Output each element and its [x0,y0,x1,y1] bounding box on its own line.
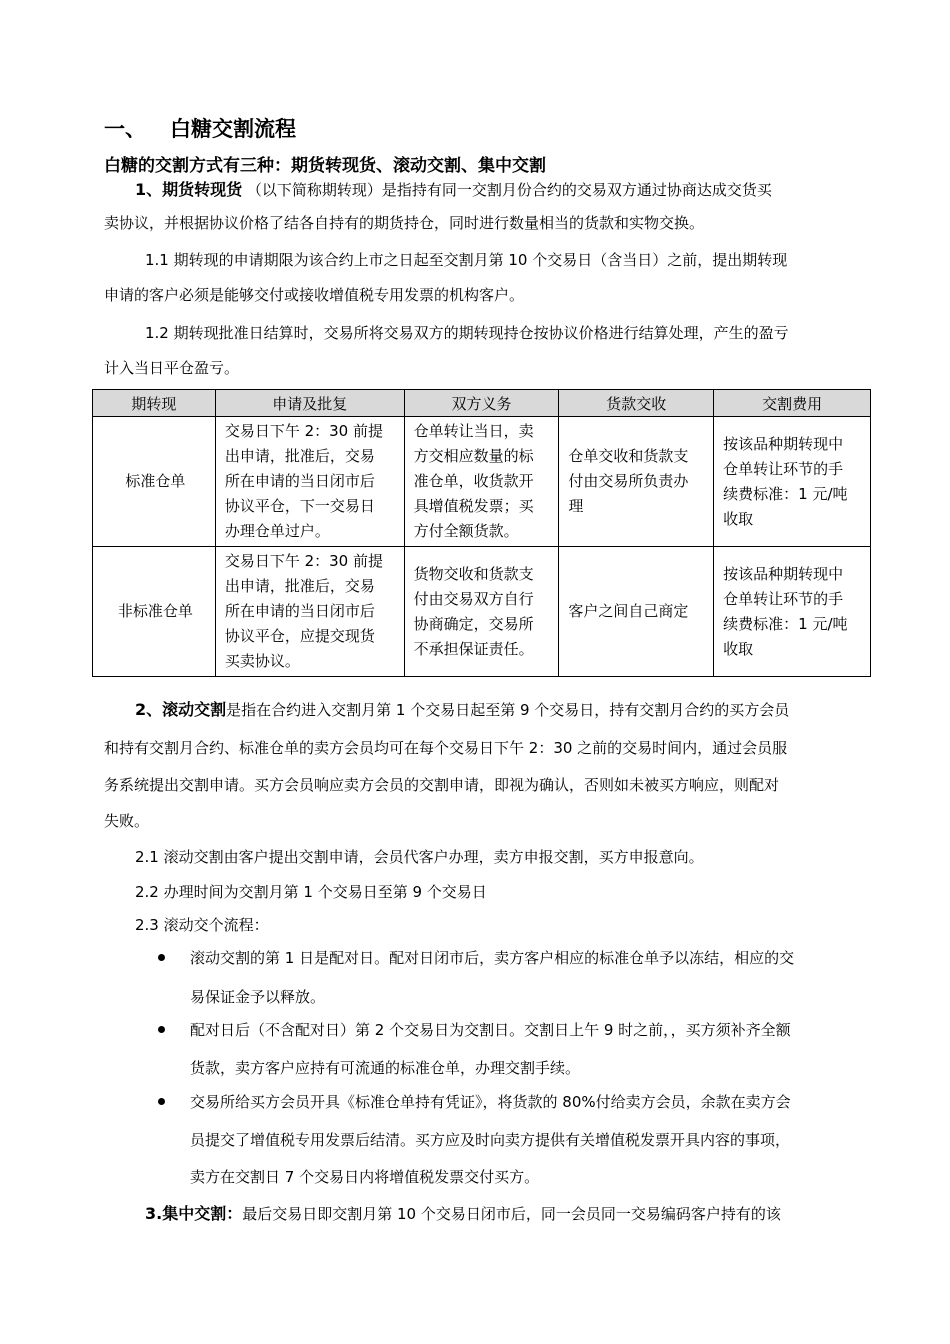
cell-line: 货物交收和货款支 [413,564,534,583]
efp-title: 1、期货转现货 [135,180,243,199]
bullet-2-line2: 货款，卖方客户应持有可流通的标准仓单，办理交割手续。 [190,1059,581,1077]
bullet-1-line2: 易保证金予以释放。 [190,988,326,1006]
cell-line: 付由交易双方自行 [413,589,534,608]
cell-line: 交易日下午 2：30 前提 [224,422,383,440]
bullet-3-line3: 卖方在交割日 7 个交易日内将增值税发票交付买方。 [190,1168,540,1186]
table-header: 货款交收 [559,390,714,417]
efp-intro-line1: （以下简称期转现）是指持有同一交割月份合约的交易双方通过协商达成交货买 [246,181,772,199]
cell-line: 续费标准：1 元/吨 [723,614,848,633]
bullet-3-line1: 交易所给买方会员开具《标准仓单持有凭证》，将货款的 80%付给卖方会员，余款在卖方会 [190,1093,791,1111]
table-header: 双方义务 [404,390,559,417]
table-header: 期转现 [93,390,216,417]
efp-intro-line2: 卖协议，并根据协议价格了结各自持有的期货持仓，同时进行数量相当的货款和实物交换。 [104,214,705,232]
cell-line: 方付全额货款。 [413,522,519,540]
cell-line: 协议平仓，下一交易日 [224,497,375,515]
table-header-row [93,390,871,417]
cell-line: 出申请，批准后，交易 [224,447,375,465]
cell-line: 方交相应数量的标 [413,447,534,465]
cell-line: 出申请，批准后，交易 [224,577,375,595]
cell-line: 续费标准：1 元/吨 [723,484,848,503]
table-cell-type: 标准仓单 [93,417,216,547]
rolling-line1: 是指在合约进入交割月第 1 个交易日起至第 9 个交易日，持有交割月合约的买方会员 [226,701,790,719]
cell-line: 客户之间自己商定 [568,602,689,620]
section-title: 白糖交割流程 [170,117,296,141]
cell-line: 协议平仓，应提交现货 [224,627,375,645]
efp-p11-line1: 1.1 期转现的申请期限为该合约上市之日起至交割月第 10 个交易日（含当日）之前，提出期转现 [145,251,788,269]
cell-line: 办理仓单过户。 [224,522,330,540]
cell-line: 所在申请的当日闭市后 [224,602,375,620]
bullet-1-line1: 滚动交割的第 1 日是配对日。配对日闭市后，卖方客户相应的标准仓单予以冻结，相应的交 [190,949,795,967]
rolling-p22: 2.2 办理时间为交割月第 1 个交易日至第 9 个交易日 [135,883,487,901]
rolling-line3: 务系统提出交割申请。买方会员响应卖方会员的交割申请，即视为确认，否则如未被买方响应，则配对 [104,776,780,794]
rolling-p23: 2.3 滚动交个流程： [135,916,269,934]
efp-paragraph [135,177,772,200]
cell-line: 准仓单，收货款开 [413,472,534,490]
cell-line: 交易日下午 2：30 前提 [224,552,383,570]
rolling-title: 2、滚动交割 [135,700,227,719]
cell-line: 仓单转让当日，卖 [413,422,534,440]
cell-line: 按该品种期转现中 [723,434,844,453]
efp-table [92,389,871,677]
cell-line: 仓单转让环节的手 [723,589,844,608]
rolling-paragraph [135,697,789,720]
central-line1: 最后交易日即交割月第 10 个交易日闭市后，同一会员同一交易编码客户持有的该 [242,1205,781,1223]
cell-line: 所在申请的当日闭市后 [224,472,375,490]
central-paragraph [145,1201,781,1224]
section-number: 一、 [104,117,146,141]
bullet-icon [158,954,165,961]
cell-line: 仓单转让环节的手 [723,459,844,478]
efp-p11-line2: 申请的客户必须是能够交付或接收增值税专用发票的机构客户。 [104,286,525,304]
table-cell-payment [559,547,714,677]
rolling-line2: 和持有交割月合约、标准仓单的卖方会员均可在每个交易日下午 2：30 之前的交易时间内，通过会员服 [104,739,788,757]
rolling-line4: 失败。 [104,812,150,830]
efp-p12-line1: 1.2 期转现批准日结算时，交易所将交易双方的期转现持仓按协议价格进行结算处理，产生的盈亏 [145,324,789,342]
bullet-2-line1: 配对日后（不含配对日）第 2 个交易日为交割日。交割日上午 9 时之前，，买方须补齐全额 [190,1021,791,1039]
table-cell-fees [714,547,871,677]
cell-line: 具增值税发票；买 [413,497,534,515]
efp-p12-line2: 计入当日平仓盈亏。 [104,359,240,377]
bullet-icon [158,1098,165,1105]
bullet-3-line2: 员提交了增值税专用发票后结清。买方应及时向卖方提供有关增值税发票开具内容的事项， [190,1131,791,1149]
cell-line: 收取 [723,509,754,528]
cell-line: 协商确定，交易所 [413,614,534,633]
cell-line: 理 [568,497,584,515]
cell-line: 收取 [723,639,754,658]
bullet-icon [158,1026,165,1033]
rolling-p21: 2.1 滚动交割由客户提出交割申请，会员代客户办理，卖方申报交割，买方申报意向。 [135,848,704,866]
table-cell-approval [215,547,404,677]
table-cell-fees [714,417,871,547]
table-header: 申请及批复 [215,390,404,417]
table-header: 交割费用 [714,390,871,417]
cell-line: 不承担保证责任。 [413,639,534,658]
cell-line: 按该品种期转现中 [723,564,844,583]
methods-heading: 白糖的交割方式有三种：期货转现货、滚动交割、集中交割 [104,156,546,176]
cell-line: 付由交易所负责办 [568,472,689,490]
table-cell-type: 非标准仓单 [93,547,216,677]
table-row [93,417,871,547]
cell-line: 仓单交收和货款支 [568,447,689,465]
table-row [93,547,871,677]
table-cell-approval [215,417,404,547]
table-cell-payment [559,417,714,547]
table-cell-obligations [404,547,559,677]
table-cell-obligations [404,417,559,547]
central-title: 3.集中交割： [145,1204,243,1223]
cell-line: 买卖协议。 [224,652,300,670]
